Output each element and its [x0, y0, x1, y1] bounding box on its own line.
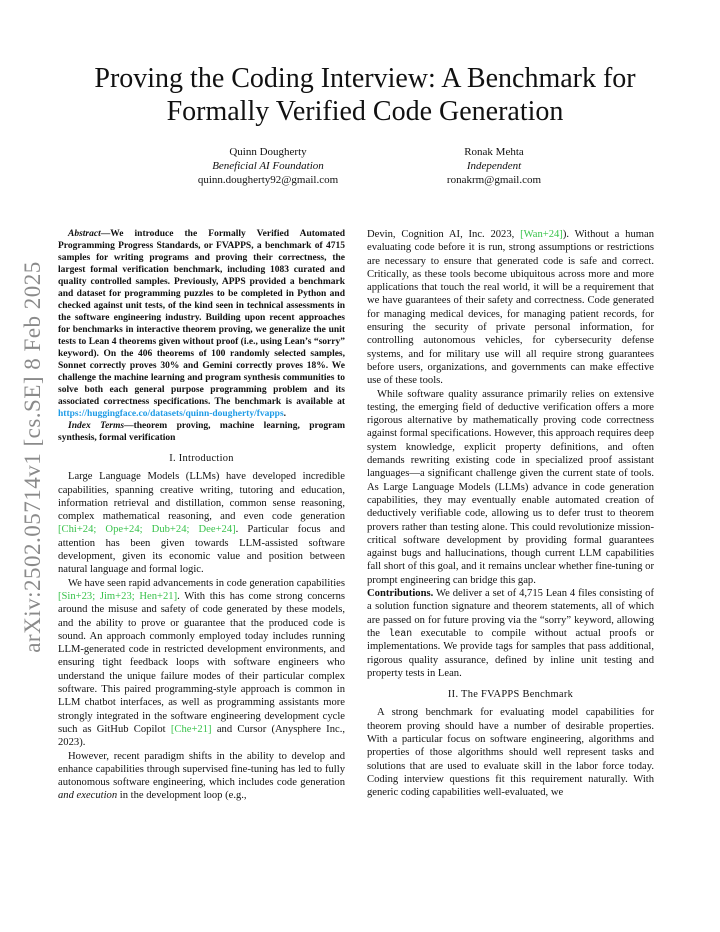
index-terms	[58, 420, 345, 444]
abstract-label: Abstract	[68, 229, 101, 239]
benchmark-link[interactable]: https://huggingface.co/datasets/quinn-dougherty/fvapps	[58, 409, 284, 419]
section-heading-introduction: I. Introduction	[169, 453, 234, 464]
text-run: . With this has come strong concerns around the misuse and safety of code generated by these models, and the ability to prove or guarantee that the produced code is sound. An approach commonly employed today includes running LLM-generated code in restricted development environments, and ensuring tight feedback loops with software engineers who understand the unique failure modes of their particular complex software. This paired programming-style approach is common in LLM chatbot interfaces, as well as programming assistants more strongly integrated in the software engineering development cycle such as GitHub Copilot	[58, 590, 346, 735]
text-run: executable to compile without actual proofs or implementations. We provide tags for samples that pass additional, rigorous quality assurance, defined by inline unit testing and property tests in Lean.	[367, 627, 654, 679]
text-run: . Particular focus and attention has been given towards LLM-assisted software development, given its economic value and position between natural language and formal logic.	[58, 524, 345, 576]
arxiv-identifier: arXiv:2502.05714v1 [cs.SE] 8 Feb 2025	[20, 261, 45, 653]
section-heading-fvapps: II. The FVAPPS Benchmark	[447, 689, 574, 701]
text-run: Devin, Cognition AI, Inc. 2023,	[367, 229, 521, 240]
left-column	[58, 228, 345, 803]
text-run: Large Language Models (LLMs) have developed incredible capabilities, spanning creative writing, tutoring and education, information retrieval and distillation, common sense reasoning, complex mathematical reasoning, and even code generation	[58, 471, 345, 523]
author-name: Quinn Dougherty	[229, 146, 307, 158]
abstract-text: —We introduce the Formally Verified Automated Programming Progress Standards, or FVAPPS, a benchmark of 4715 samples for writing programs and proving their correctness, the largest formal verification benchmark, including 1083 curated and quality controlled samples. Previously, APPS provided a benchmark and dataset for programming puzzles to be completed in Python and checked against unit tests, of the kind seen in technical assessments in the software engineering industry. Building upon recent approaches for benchmarks in interactive theorem proving, we generalize the unit tests to Lean 4 theorems given without proof (i.e., using Lean’s “sorry” keyword). On the 406 theorems of 100 randomly selected samples, Sonnet correctly proves 30% and Gemini correctly proves 18%. We challenge the machine learning and program synthesis communities to solve both each general purpose programming problem and its associated correctness specifications. The benchmark is available at	[58, 229, 345, 407]
author-block-1	[148, 145, 388, 187]
benchmark-paragraph: A strong benchmark for evaluating model capabilities for theorem proving should have a number of desirable properties. With a particular focus on software engineering, algorithms and properties of those algorithms should well represent tasks and solutions that are used to evaluate skill in the labor force today. Coding interview questions fit this requirement naturally. With generic coding capabilities well-evaluated, we	[367, 707, 654, 799]
author-name: Ronak Mehta	[464, 146, 524, 158]
text-run: and Cursor (Anysphere Inc., 2023).	[58, 723, 345, 749]
paper-title: Proving the Coding Interview: A Benchmark for Formally Verified Code Generation	[94, 63, 636, 127]
intro-paragraph-3	[58, 750, 345, 803]
index-terms-text: —theorem proving, machine learning, program synthesis, formal verification	[58, 421, 345, 443]
abstract-end: .	[283, 409, 287, 419]
author-block-2	[374, 145, 614, 187]
author-affiliation: Beneficial AI Foundation	[212, 160, 324, 172]
text-run: in the development loop (e.g.,	[117, 790, 247, 802]
right-paragraph-1	[367, 228, 654, 388]
author-email: ronakrm@gmail.com	[446, 174, 542, 186]
text-run: ). Without a human evaluating code before it is run, strong assumptions or restrictions are necessary to ensure that generated code is safe and correct. Critically, as these tools become ubiquitous across more and more applications that touch the real world, it will be a requirement that we have guarantees of their safety and correctness. Code generated for managing medical devices, for managing patient records, for ensuring the security of private personal information, for controlling autonomous vehicles, for cybersecurity defense systems, and for military use will all require strong guarantees before users, organizations, and governments can make effective use of these tools.	[367, 229, 654, 387]
contributions-paragraph	[367, 587, 654, 680]
text-run: We have seen rapid advancements in code generation capabilities	[68, 577, 345, 589]
author-affiliation: Independent	[466, 160, 522, 172]
citation-link[interactable]: [Che+21]	[170, 723, 212, 735]
emphasis: and execution	[58, 790, 118, 802]
text-run: We deliver a set of 4,715 Lean 4 files consisting of a solution function signature and theorem statements, all of which are passed on for future proving via the “sorry” keyword, allowing the	[367, 588, 654, 639]
arxiv-sidebar-stamp	[22, 262, 44, 652]
author-email: quinn.dougherty92@gmail.com	[197, 174, 339, 186]
intro-paragraph-1	[58, 470, 345, 576]
right-column	[367, 228, 654, 799]
inline-code: lean	[388, 627, 413, 639]
text-run: However, recent paradigm shifts in the ability to develop and enhance capabilities through supervised fine-tuning has led to fully autonomous software engineering, which includes code generation	[58, 750, 345, 789]
index-terms-label: Index Terms	[68, 421, 125, 431]
intro-paragraph-2	[58, 577, 345, 750]
right-paragraph-2: While software quality assurance primarily relies on extensive testing, the emerging field of deductive verification offers a more rigorous alternative by mathematically proving code correctness against formal specifications. However, this approach requires deep system knowledge, explicit property definitions, and often demands rewriting existing code in specialized proof assistant languages—a significant challenge given the current state of tools. As Large Language Models (LLMs) advance in code generation capabilities, they may eventually enable automated creation of deductively verifiable code, allowing us to defer trust to theorem provers rather than testing alone. This could revolutionize mission-critical software development by providing formal guarantees against bugs and hallucinations, though current LLM capabilities fall short of this goal, and it remains unclear whether fine-tuning or prompt engineering can bridge this gap.	[367, 388, 654, 586]
citation-link[interactable]: [Chi+24; Ope+24; Dub+24; Dee+24]	[58, 524, 236, 536]
citation-link[interactable]: [Sin+23; Jim+23; Hen+21]	[58, 590, 178, 602]
abstract	[58, 228, 345, 420]
contributions-label: Contributions.	[367, 588, 434, 600]
citation-link[interactable]: [Wan+24]	[520, 229, 563, 240]
